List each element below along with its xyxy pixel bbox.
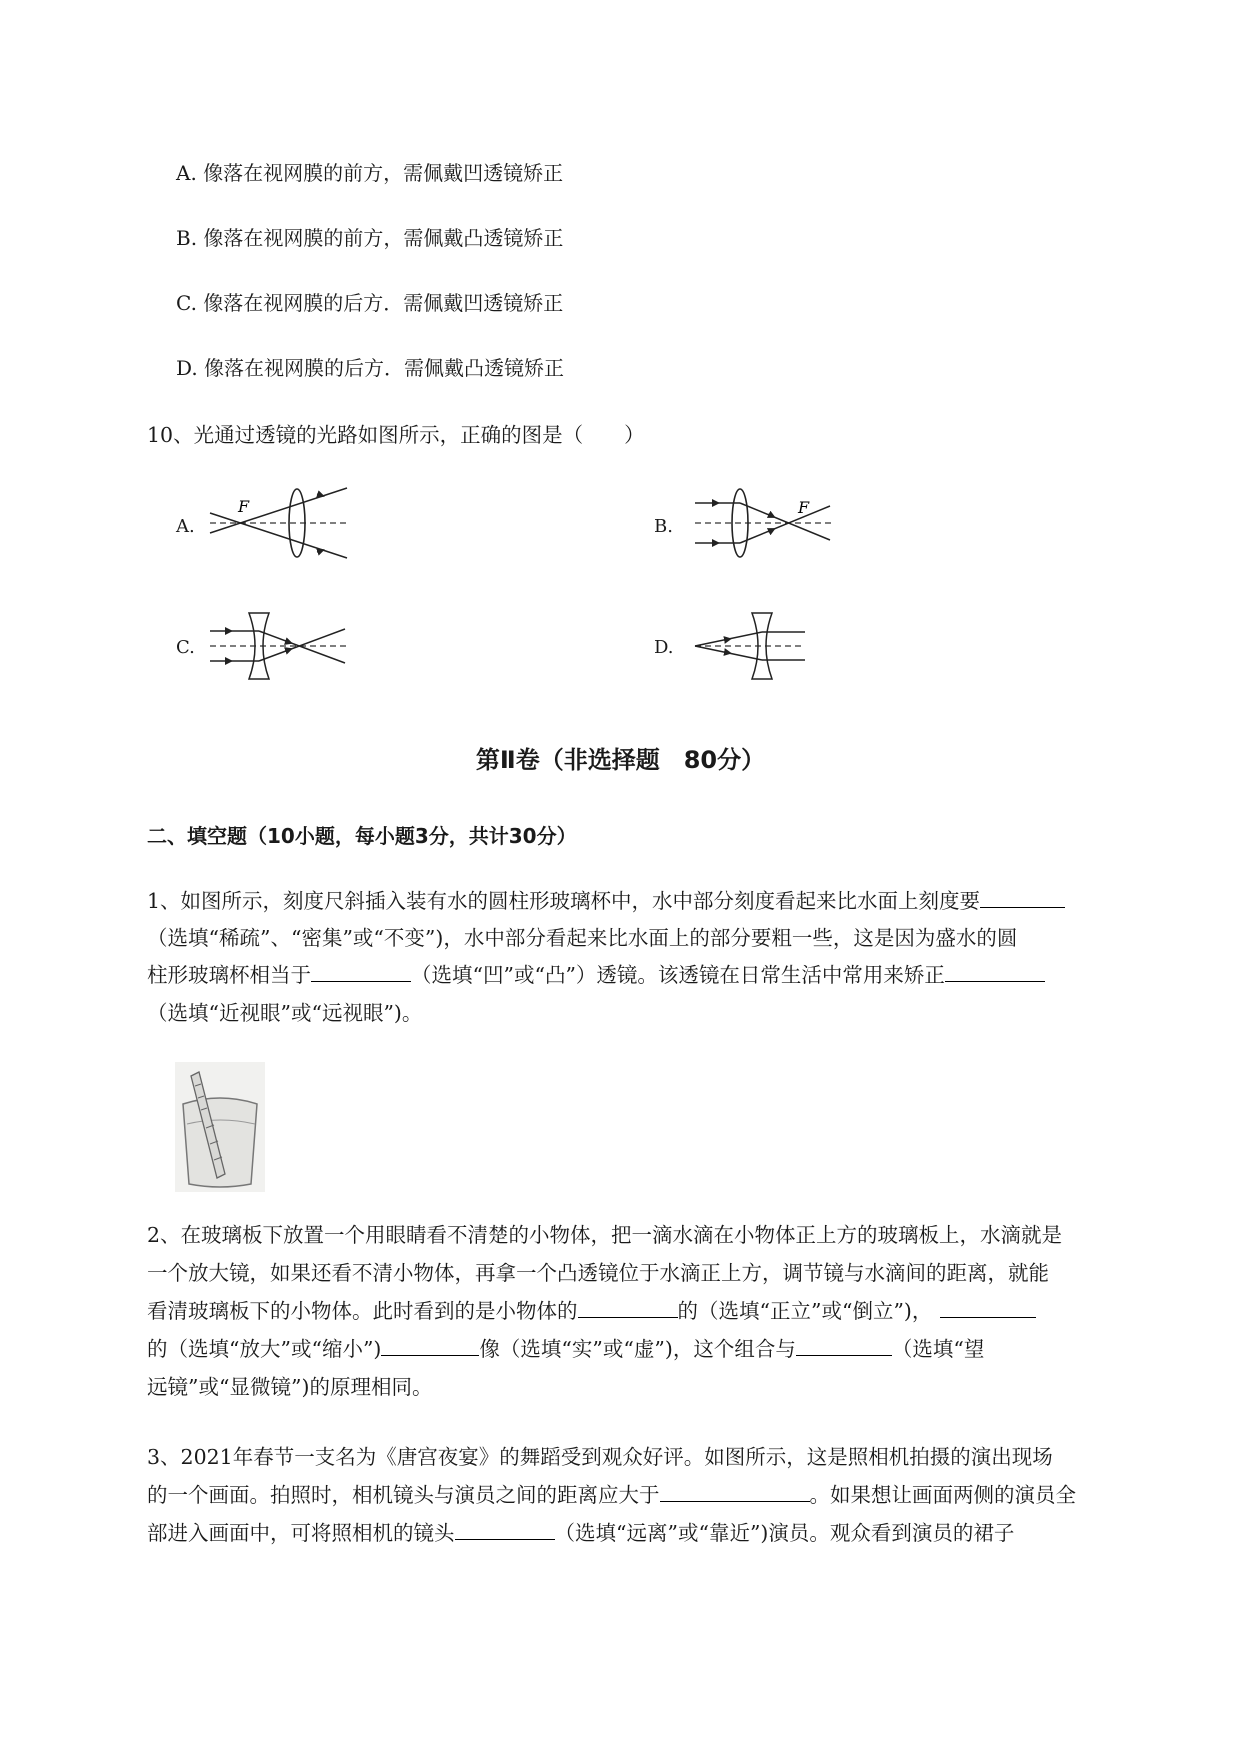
fill2-line5: 远镜”或“显微镜”)的原理相同。 (147, 1375, 433, 1399)
answer-blank[interactable] (381, 1333, 479, 1356)
fill3-line3: 部进入画面中，可将照相机的镜头 （选填“远离”或“靠近”)演员。观众看到演员的裙子 (147, 1516, 1014, 1546)
fill2-line2: 一个放大镜，如果还看不清小物体，再拿一个凸透镜位于水滴正上方，调节镜与水滴间的距离，就能 (147, 1261, 1049, 1285)
fill3-line2: 的一个画面。拍照时，相机镜头与演员之间的距离应大于 。如果想让画面两侧的演员全 (147, 1478, 1076, 1508)
q9-option-d: D. 像落在视网膜的后方．需佩戴凸透镜矫正 (176, 356, 565, 380)
q9-option-b: B. 像落在视网膜的前方，需佩戴凸透镜矫正 (176, 226, 564, 250)
q10-diagram-b (690, 480, 840, 560)
answer-blank[interactable] (578, 1295, 678, 1318)
answer-blank[interactable] (796, 1333, 892, 1356)
answer-blank[interactable] (660, 1479, 810, 1502)
fill2-line1: 2、在玻璃板下放置一个用眼睛看不清楚的小物体，把一滴水滴在小物体正上方的玻璃板上，水滴就是 (147, 1223, 1063, 1247)
q10-diagram-c (205, 605, 355, 685)
fill1-line2: （选填“稀疏”、“密集”或“不变”)，水中部分看起来比水面上的部分要粗一些，这是因为盛水的圆 (147, 926, 1018, 950)
answer-blank[interactable] (455, 1517, 555, 1540)
q10-label-b: B. (654, 516, 673, 537)
answer-blank[interactable] (945, 959, 1045, 982)
fill2-line3: 看清玻璃板下的小物体。此时看到的是小物体的 的（选填“正立”或“倒立”)， (147, 1294, 1036, 1324)
q9-option-a: A. 像落在视网膜的前方，需佩戴凹透镜矫正 (176, 161, 564, 185)
q10-stem: 10、光通过透镜的光路如图所示，正确的图是（ ） (147, 423, 645, 447)
q10-label-d: D. (654, 637, 674, 658)
q9-option-c: C. 像落在视网膜的后方．需佩戴凹透镜矫正 (176, 291, 564, 315)
q10-label-a: A. (176, 516, 195, 537)
answer-blank[interactable] (980, 885, 1065, 908)
focus-label: F (798, 498, 810, 517)
q10-diagram-a (205, 480, 355, 560)
focus-label: F (238, 497, 250, 516)
section2-title: 二、填空题（10小题，每小题3分，共计30分） (147, 824, 577, 848)
fill1-line1: 1、如图所示，刻度尺斜插入装有水的圆柱形玻璃杯中，水中部分刻度看起来比水面上刻度要 (147, 884, 1065, 914)
fill1-line3: 柱形玻璃杯相当于 （选填“凹”或“凸”）透镜。该透镜在日常生活中常用来矫正 (147, 958, 1045, 988)
fill3-line1: 3、2021年春节一支名为《唐宫夜宴》的舞蹈受到观众好评。如图所示，这是照相机拍摄的演出现场 (147, 1445, 1053, 1469)
answer-blank[interactable] (940, 1295, 1036, 1318)
q10-label-c: C. (176, 637, 195, 658)
q10-diagram-d (690, 605, 840, 685)
answer-blank[interactable] (311, 959, 411, 982)
fill2-line4: 的（选填“放大”或“缩小”) 像（选填“实”或“虚”)，这个组合与 （选填“望 (147, 1332, 984, 1362)
part2-heading: 第Ⅱ卷（非选择题 80分） (475, 746, 766, 774)
glass-ruler-figure (175, 1062, 265, 1192)
fill1-line4: （选填“近视眼”或“远视眼”)。 (147, 1001, 423, 1025)
